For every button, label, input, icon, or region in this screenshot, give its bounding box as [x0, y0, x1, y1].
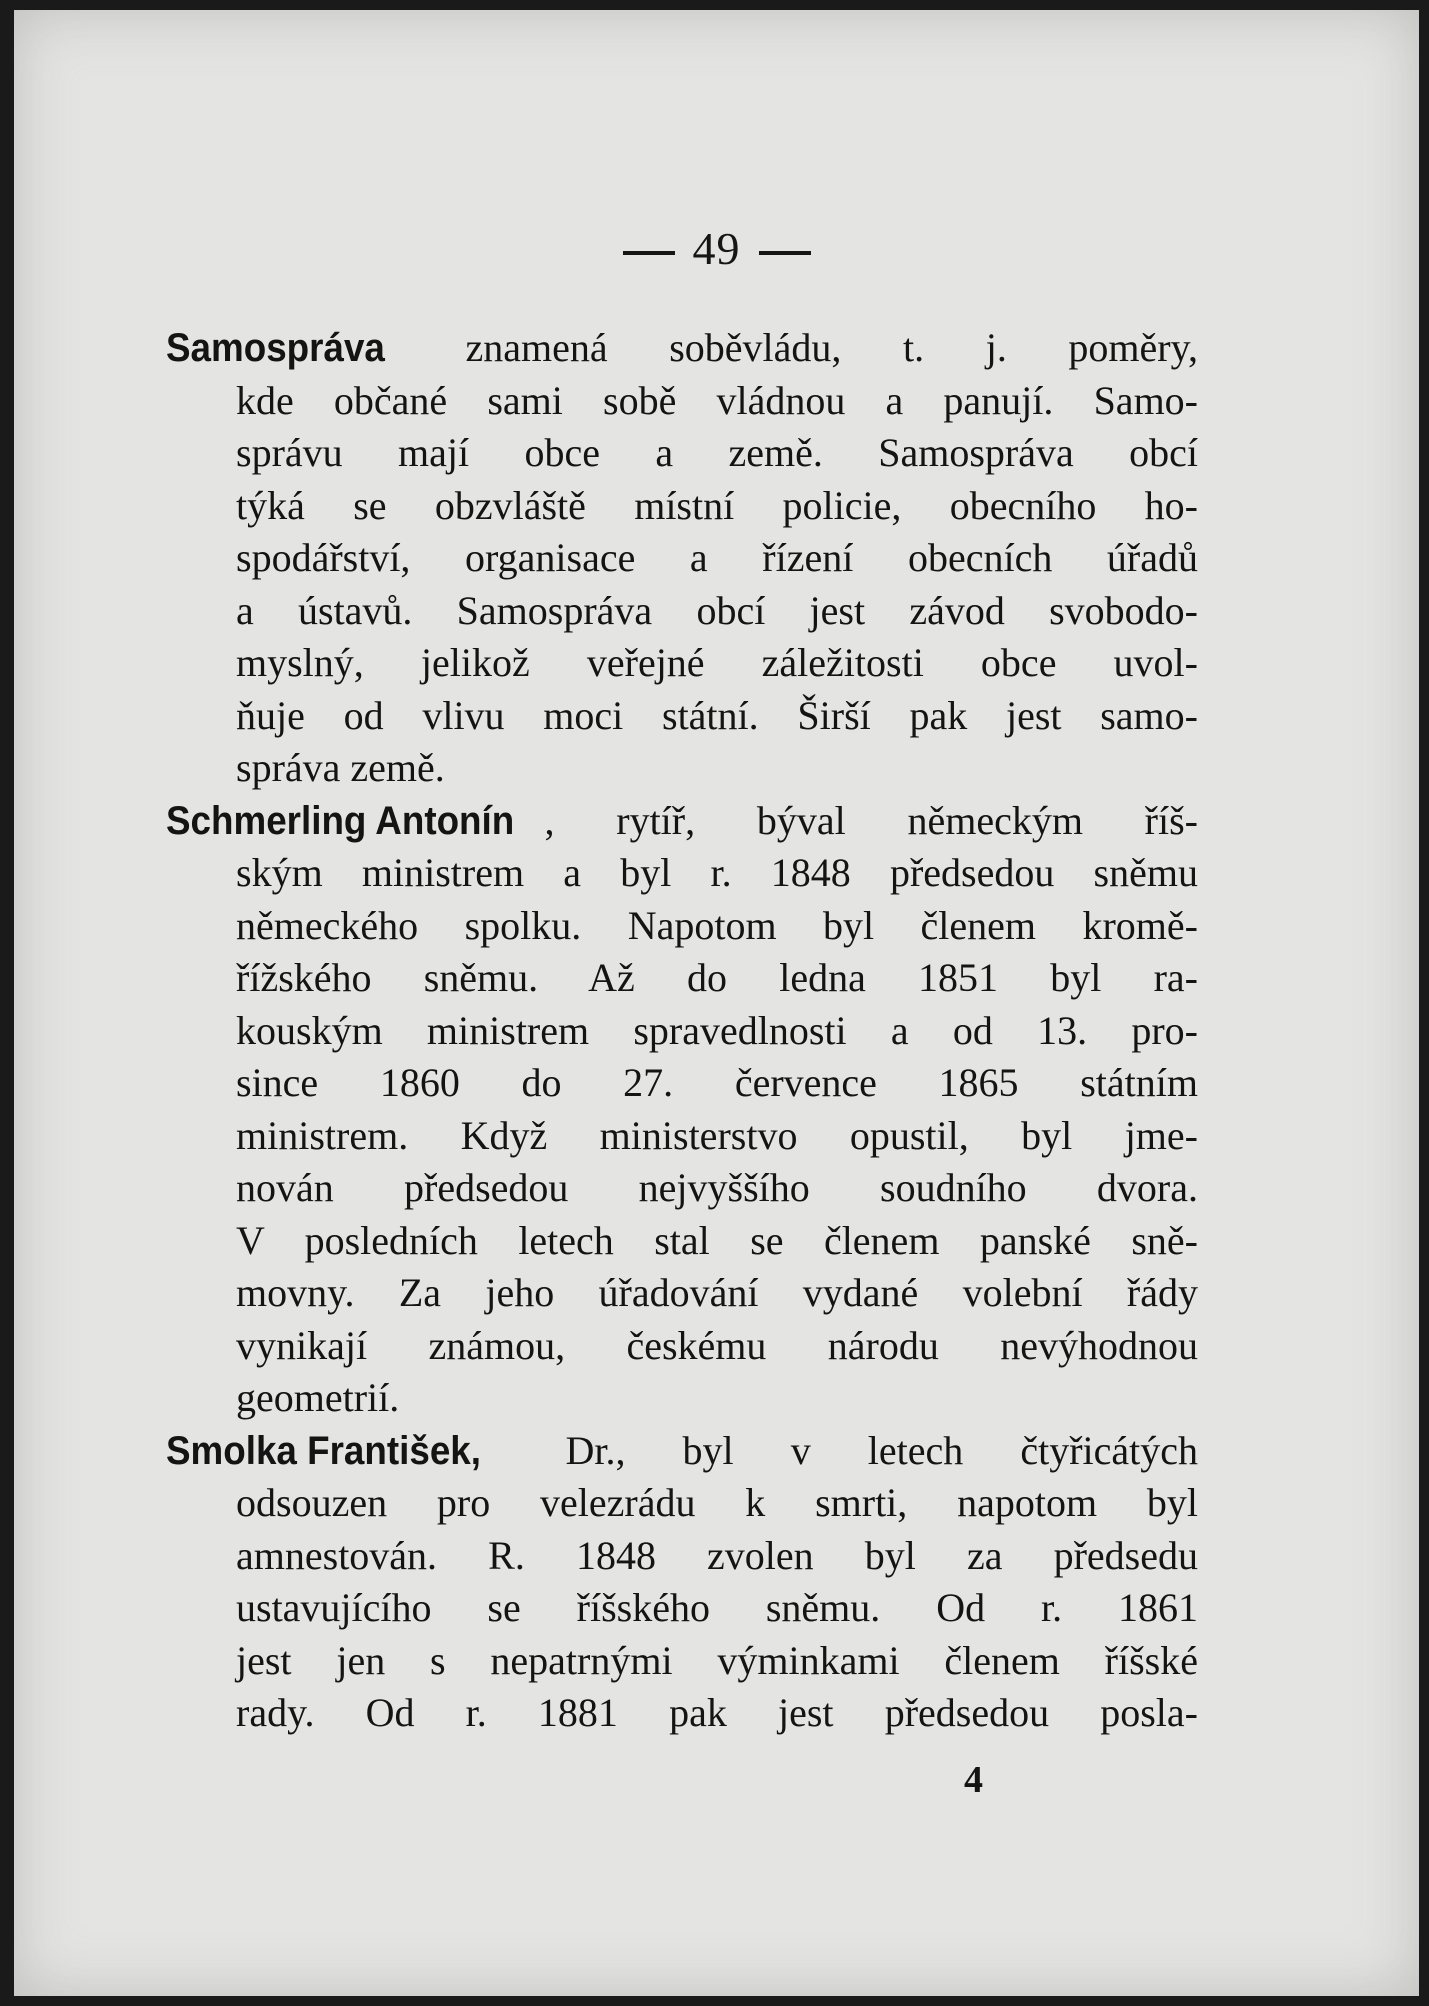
entry-line: správu mají obce a země. Samospráva obcí: [236, 430, 1198, 475]
left-dash: [623, 251, 675, 255]
entry-line: amnestován. R. 1848 zvolen byl za předsedu: [236, 1532, 1198, 1578]
entry-smolka: [166, 1425, 1198, 1740]
entry-line: ustavujícího se říšského sněmu. Od r. 1861: [236, 1585, 1198, 1630]
entry-line: [166, 322, 1198, 375]
entry-line: spodářství, organisace a řízení obecních úřadů: [236, 535, 1198, 580]
entry-line: odsouzen pro velezrádu k smrti, napotom byl: [236, 1480, 1198, 1525]
right-dash: [759, 251, 811, 255]
page-number-header: [14, 222, 1419, 275]
entry-schmerling: [166, 795, 1198, 1425]
entry-line: since 1860 do 27. července 1865 státním: [236, 1060, 1198, 1105]
entry-line: německého spolku. Napotom byl členem kromě-: [236, 902, 1198, 948]
entry-line: kouským ministrem spravedlnosti a od 13. pro-: [236, 1007, 1198, 1053]
entry-text: Dr., byl v letech čtyřicátých: [508, 1427, 1198, 1473]
entry-samosprava: [166, 322, 1198, 795]
entry-text: znamená soběvládu, t. j. poměry,: [403, 325, 1198, 370]
entry-line: ským ministrem a byl r. 1848 předsedou sněmu: [236, 850, 1198, 895]
entry-line: movny. Za jeho úřadování vydané volební řády: [236, 1270, 1198, 1315]
entry-line: řížského sněmu. Až do ledna 1851 byl ra-: [236, 955, 1198, 1000]
entry-line: [166, 1425, 1198, 1478]
entry-line: správa země.: [236, 745, 445, 790]
entry-term: Schmerling Antonín: [166, 798, 515, 843]
entry-line: vynikají známou, českému národu nevýhodnou: [236, 1322, 1198, 1368]
entry-line: [166, 795, 1198, 848]
entry-line: geometrií.: [236, 1375, 400, 1420]
entry-line: jest jen s nepatrnými výminkami členem říšské: [236, 1637, 1198, 1683]
entry-line: a ústavů. Samospráva obcí jest závod svobodo-: [236, 587, 1198, 633]
entry-line: ministrem. Když ministerstvo opustil, byl jme-: [236, 1112, 1198, 1158]
glossary-entries: [166, 322, 1198, 1740]
entry-line: týká se obzvláště místní policie, obecního ho-: [236, 482, 1198, 528]
entry-line: kde občané sami sobě vládnou a panují. Samo-: [236, 377, 1198, 423]
entry-line: nován předsedou nejvyššího soudního dvora.: [236, 1165, 1198, 1210]
entry-line: myslný, jelikož veřejné záležitosti obce uvol-: [236, 640, 1198, 685]
book-page: [14, 10, 1419, 1996]
entry-text: , rytíř, býval německým říš-: [544, 797, 1198, 843]
entry-line: V posledních letech stal se členem panské sně-: [236, 1217, 1198, 1263]
entry-line: ňuje od vlivu moci státní. Širší pak jest samo-: [236, 692, 1198, 738]
entry-line: rady. Od r. 1881 pak jest předsedou posla-: [236, 1690, 1198, 1735]
page-number: 49: [692, 223, 741, 274]
signature-mark: 4: [964, 1759, 983, 1801]
entry-term: Smolka František,: [166, 1428, 481, 1473]
entry-term: Samospráva: [166, 326, 385, 370]
